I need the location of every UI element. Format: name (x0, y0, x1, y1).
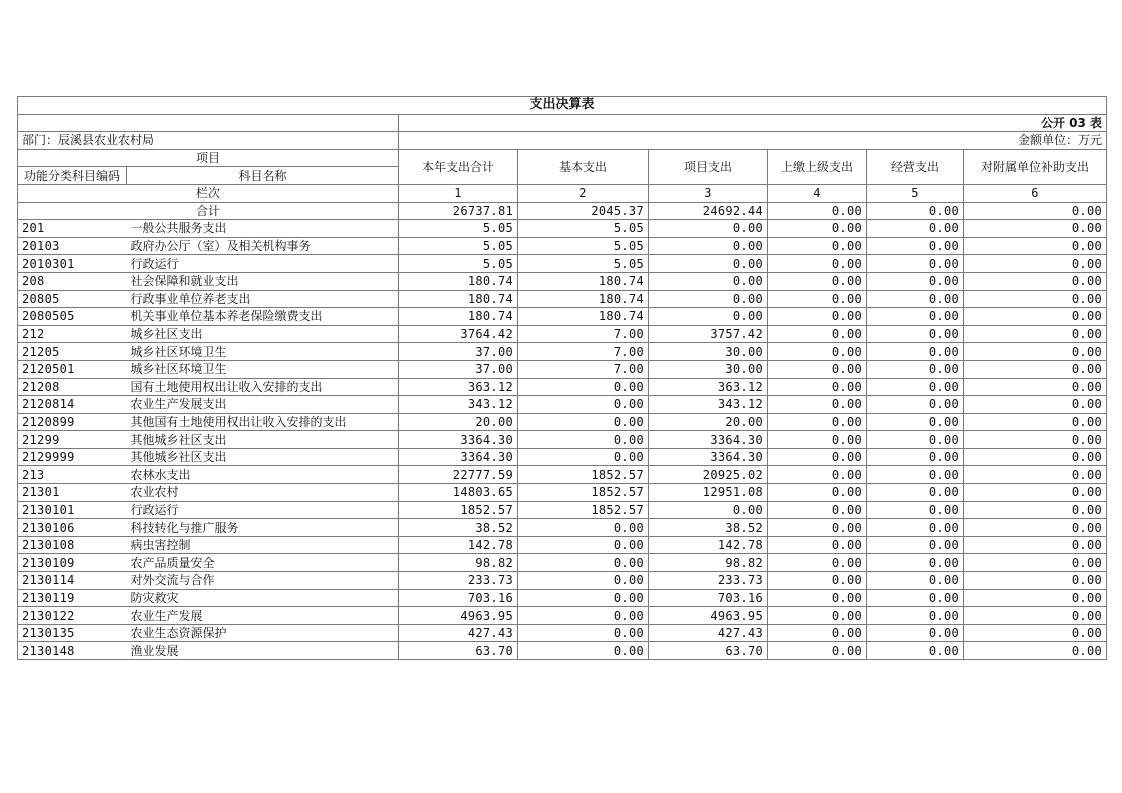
project-cell: 0.00 (649, 308, 768, 326)
subsidy-cell: 0.00 (964, 413, 1107, 431)
upper-cell: 0.00 (768, 237, 867, 255)
basic-cell: 0.00 (518, 448, 649, 466)
project-cell: 63.70 (649, 642, 768, 660)
total-upper: 0.00 (768, 202, 867, 220)
subsidy-cell: 0.00 (964, 519, 1107, 537)
subsidy-cell: 0.00 (964, 290, 1107, 308)
upper-cell: 0.00 (768, 255, 867, 273)
total-cell: 180.74 (399, 308, 518, 326)
code-cell: 208 (18, 272, 127, 290)
business-cell: 0.00 (867, 536, 964, 554)
code-cell: 213 (18, 466, 127, 484)
upper-cell: 0.00 (768, 343, 867, 361)
basic-cell: 0.00 (518, 378, 649, 396)
code-cell: 2080505 (18, 308, 127, 326)
subsidy-cell: 0.00 (964, 554, 1107, 572)
subsidy-cell: 0.00 (964, 501, 1107, 519)
code-cell: 2130108 (18, 536, 127, 554)
total-basic: 2045.37 (518, 202, 649, 220)
dept-row (18, 132, 1107, 150)
code-cell: 2130135 (18, 624, 127, 642)
total-cell: 37.00 (399, 360, 518, 378)
business-cell: 0.00 (867, 396, 964, 414)
code-cell: 20103 (18, 237, 127, 255)
total-subsidy: 0.00 (964, 202, 1107, 220)
name-cell: 农业生态资源保护 (127, 624, 399, 642)
basic-cell: 0.00 (518, 642, 649, 660)
business-cell: 0.00 (867, 501, 964, 519)
basic-cell: 5.05 (518, 220, 649, 238)
department-label: 部门：辰溪县农业农村局 (18, 132, 399, 150)
table-row (18, 554, 1107, 572)
name-cell: 行政运行 (127, 501, 399, 519)
business-cell: 0.00 (867, 255, 964, 273)
column-number-4: 4 (768, 184, 867, 202)
table-row (18, 396, 1107, 414)
name-cell: 城乡社区支出 (127, 325, 399, 343)
basic-cell: 0.00 (518, 413, 649, 431)
business-cell: 0.00 (867, 237, 964, 255)
unit-label: 金额单位：万元 (399, 132, 1107, 150)
business-cell: 0.00 (867, 642, 964, 660)
business-cell: 0.00 (867, 272, 964, 290)
subsidy-cell: 0.00 (964, 343, 1107, 361)
project-cell: 38.52 (649, 519, 768, 537)
upper-cell: 0.00 (768, 554, 867, 572)
name-cell: 农业生产发展支出 (127, 396, 399, 414)
basic-cell: 1852.57 (518, 501, 649, 519)
total-cell: 5.05 (399, 255, 518, 273)
basic-cell: 0.00 (518, 519, 649, 537)
name-cell: 农业生产发展 (127, 607, 399, 625)
business-cell: 0.00 (867, 589, 964, 607)
project-cell: 0.00 (649, 255, 768, 273)
total-cell: 3364.30 (399, 431, 518, 449)
table-row (18, 413, 1107, 431)
basic-cell: 0.00 (518, 624, 649, 642)
subsidy-cell: 0.00 (964, 220, 1107, 238)
subsidy-cell: 0.00 (964, 572, 1107, 590)
table-row (18, 308, 1107, 326)
code-cell: 2120501 (18, 360, 127, 378)
code-cell: 21208 (18, 378, 127, 396)
name-cell: 行政运行 (127, 255, 399, 273)
project-cell: 343.12 (649, 396, 768, 414)
basic-cell: 1852.57 (518, 484, 649, 502)
table-row (18, 607, 1107, 625)
name-cell: 城乡社区环境卫生 (127, 360, 399, 378)
subsidy-cell: 0.00 (964, 536, 1107, 554)
code-cell: 212 (18, 325, 127, 343)
code-cell: 201 (18, 220, 127, 238)
total-cell: 142.78 (399, 536, 518, 554)
column-number-1: 1 (399, 184, 518, 202)
column-number-6: 6 (964, 184, 1107, 202)
table-row (18, 448, 1107, 466)
basic-cell: 0.00 (518, 536, 649, 554)
business-cell: 0.00 (867, 572, 964, 590)
column-number-2: 2 (518, 184, 649, 202)
code-cell: 2130109 (18, 554, 127, 572)
basic-cell: 0.00 (518, 554, 649, 572)
column-number-5: 5 (867, 184, 964, 202)
subsidy-cell: 0.00 (964, 466, 1107, 484)
func-code-header: 功能分类科目编码 (18, 167, 127, 185)
table-row (18, 484, 1107, 502)
project-cell: 3757.42 (649, 325, 768, 343)
total-cell: 343.12 (399, 396, 518, 414)
upper-cell: 0.00 (768, 448, 867, 466)
basic-cell: 7.00 (518, 325, 649, 343)
upper-cell: 0.00 (768, 501, 867, 519)
total-project: 24692.44 (649, 202, 768, 220)
total-cell: 38.52 (399, 519, 518, 537)
business-cell: 0.00 (867, 220, 964, 238)
basic-cell: 7.00 (518, 360, 649, 378)
table-row (18, 237, 1107, 255)
total-cell: 1852.57 (399, 501, 518, 519)
table-row (18, 343, 1107, 361)
total-cell: 5.05 (399, 237, 518, 255)
basic-cell: 7.00 (518, 343, 649, 361)
business-header: 经营支出 (867, 149, 964, 184)
business-cell: 0.00 (867, 484, 964, 502)
form-number-row (18, 114, 1107, 132)
project-cell: 0.00 (649, 290, 768, 308)
code-cell: 2130119 (18, 589, 127, 607)
code-cell: 2010301 (18, 255, 127, 273)
project-cell: 30.00 (649, 343, 768, 361)
table-row (18, 255, 1107, 273)
code-cell: 2130106 (18, 519, 127, 537)
total-cell: 703.16 (399, 589, 518, 607)
table-row (18, 589, 1107, 607)
upper-cell: 0.00 (768, 642, 867, 660)
project-cell: 363.12 (649, 378, 768, 396)
total-cell: 4963.95 (399, 607, 518, 625)
project-cell: 3364.30 (649, 431, 768, 449)
subsidy-cell: 0.00 (964, 325, 1107, 343)
table-row (18, 360, 1107, 378)
project-cell: 4963.95 (649, 607, 768, 625)
name-cell: 其他城乡社区支出 (127, 448, 399, 466)
project-cell: 427.43 (649, 624, 768, 642)
project-cell: 0.00 (649, 220, 768, 238)
total-cell: 180.74 (399, 272, 518, 290)
subsidy-cell: 0.00 (964, 484, 1107, 502)
project-cell: 98.82 (649, 554, 768, 572)
table-row (18, 220, 1107, 238)
name-cell: 对外交流与合作 (127, 572, 399, 590)
total-business: 0.00 (867, 202, 964, 220)
total-cell: 22777.59 (399, 466, 518, 484)
basic-cell: 5.05 (518, 237, 649, 255)
code-cell: 21301 (18, 484, 127, 502)
business-cell: 0.00 (867, 360, 964, 378)
business-cell: 0.00 (867, 448, 964, 466)
name-cell: 机关事业单位基本养老保险缴费支出 (127, 308, 399, 326)
table-row (18, 501, 1107, 519)
upper-cell: 0.00 (768, 396, 867, 414)
project-cell: 3364.30 (649, 448, 768, 466)
name-cell: 政府办公厅（室）及相关机构事务 (127, 237, 399, 255)
table-title: 支出决算表 (18, 97, 1107, 115)
code-cell: 21205 (18, 343, 127, 361)
basic-header: 基本支出 (518, 149, 649, 184)
title-row (18, 97, 1107, 115)
table-row (18, 466, 1107, 484)
upper-cell: 0.00 (768, 607, 867, 625)
name-cell: 农业农村 (127, 484, 399, 502)
item-group-header: 项目 (18, 149, 399, 167)
project-cell: 142.78 (649, 536, 768, 554)
code-cell: 2130114 (18, 572, 127, 590)
business-cell: 0.00 (867, 378, 964, 396)
subsidy-cell: 0.00 (964, 607, 1107, 625)
subsidy-cell: 0.00 (964, 255, 1107, 273)
basic-cell: 180.74 (518, 290, 649, 308)
table-row (18, 572, 1107, 590)
total-cell: 363.12 (399, 378, 518, 396)
subsidy-cell: 0.00 (964, 308, 1107, 326)
business-cell: 0.00 (867, 431, 964, 449)
business-cell: 0.00 (867, 607, 964, 625)
name-cell: 渔业发展 (127, 642, 399, 660)
name-cell: 行政事业单位养老支出 (127, 290, 399, 308)
name-cell: 城乡社区环境卫生 (127, 343, 399, 361)
total-cell: 3764.42 (399, 325, 518, 343)
subject-name-header: 科目名称 (127, 167, 399, 185)
basic-cell: 1852.57 (518, 466, 649, 484)
upper-cell: 0.00 (768, 378, 867, 396)
upper-cell: 0.00 (768, 220, 867, 238)
column-number-label: 栏次 (18, 184, 399, 202)
total-cell: 427.43 (399, 624, 518, 642)
code-cell: 20805 (18, 290, 127, 308)
table-row (18, 325, 1107, 343)
basic-cell: 0.00 (518, 572, 649, 590)
basic-cell: 0.00 (518, 607, 649, 625)
upper-cell: 0.00 (768, 360, 867, 378)
name-cell: 社会保障和就业支出 (127, 272, 399, 290)
name-cell: 防灾救灾 (127, 589, 399, 607)
total-cell: 63.70 (399, 642, 518, 660)
business-cell: 0.00 (867, 624, 964, 642)
total-cell: 14803.65 (399, 484, 518, 502)
column-number-row (18, 184, 1107, 202)
business-cell: 0.00 (867, 290, 964, 308)
upper-cell: 0.00 (768, 572, 867, 590)
upper-cell: 0.00 (768, 536, 867, 554)
project-cell: 20925.02 (649, 466, 768, 484)
table-row (18, 290, 1107, 308)
subsidy-cell: 0.00 (964, 396, 1107, 414)
total-cell: 37.00 (399, 343, 518, 361)
upper-cell: 0.00 (768, 431, 867, 449)
project-cell: 233.73 (649, 572, 768, 590)
name-cell: 其他国有土地使用权出让收入安排的支出 (127, 413, 399, 431)
name-cell: 科技转化与推广服务 (127, 519, 399, 537)
subsidy-header: 对附属单位补助支出 (964, 149, 1107, 184)
subsidy-cell: 0.00 (964, 378, 1107, 396)
blank-cell (18, 114, 399, 132)
basic-cell: 180.74 (518, 272, 649, 290)
upper-cell: 0.00 (768, 466, 867, 484)
project-header: 项目支出 (649, 149, 768, 184)
basic-cell: 180.74 (518, 308, 649, 326)
form-number: 公开 03 表 (399, 114, 1107, 132)
upper-cell: 0.00 (768, 624, 867, 642)
project-cell: 0.00 (649, 237, 768, 255)
name-cell: 其他城乡社区支出 (127, 431, 399, 449)
subsidy-cell: 0.00 (964, 431, 1107, 449)
total-header: 本年支出合计 (399, 149, 518, 184)
project-cell: 0.00 (649, 501, 768, 519)
business-cell: 0.00 (867, 325, 964, 343)
table-row (18, 431, 1107, 449)
upper-cell: 0.00 (768, 484, 867, 502)
basic-cell: 0.00 (518, 431, 649, 449)
basic-cell: 0.00 (518, 589, 649, 607)
project-cell: 20.00 (649, 413, 768, 431)
upper-cell: 0.00 (768, 325, 867, 343)
project-cell: 12951.08 (649, 484, 768, 502)
table-row (18, 624, 1107, 642)
total-cell: 233.73 (399, 572, 518, 590)
name-cell: 农产品质量安全 (127, 554, 399, 572)
total-label: 合计 (18, 202, 399, 220)
business-cell: 0.00 (867, 343, 964, 361)
project-cell: 30.00 (649, 360, 768, 378)
code-cell: 2130148 (18, 642, 127, 660)
business-cell: 0.00 (867, 466, 964, 484)
upper-header: 上缴上级支出 (768, 149, 867, 184)
subsidy-cell: 0.00 (964, 624, 1107, 642)
subsidy-cell: 0.00 (964, 237, 1107, 255)
subsidy-cell: 0.00 (964, 272, 1107, 290)
subsidy-cell: 0.00 (964, 448, 1107, 466)
upper-cell: 0.00 (768, 413, 867, 431)
total-cell: 98.82 (399, 554, 518, 572)
upper-cell: 0.00 (768, 290, 867, 308)
table-row (18, 519, 1107, 537)
name-cell: 国有土地使用权出让收入安排的支出 (127, 378, 399, 396)
upper-cell: 0.00 (768, 589, 867, 607)
column-number-3: 3 (649, 184, 768, 202)
name-cell: 一般公共服务支出 (127, 220, 399, 238)
table-row (18, 536, 1107, 554)
code-cell: 21299 (18, 431, 127, 449)
total-row (18, 202, 1107, 220)
business-cell: 0.00 (867, 308, 964, 326)
project-cell: 0.00 (649, 272, 768, 290)
basic-cell: 0.00 (518, 396, 649, 414)
total-total: 26737.81 (399, 202, 518, 220)
table-row (18, 378, 1107, 396)
table-row (18, 642, 1107, 660)
code-cell: 2120899 (18, 413, 127, 431)
business-cell: 0.00 (867, 413, 964, 431)
total-cell: 180.74 (399, 290, 518, 308)
header-row-top (18, 149, 1107, 167)
code-cell: 2130122 (18, 607, 127, 625)
subsidy-cell: 0.00 (964, 589, 1107, 607)
subsidy-cell: 0.00 (964, 642, 1107, 660)
table-row (18, 272, 1107, 290)
total-cell: 20.00 (399, 413, 518, 431)
business-cell: 0.00 (867, 519, 964, 537)
total-cell: 5.05 (399, 220, 518, 238)
code-cell: 2129999 (18, 448, 127, 466)
upper-cell: 0.00 (768, 519, 867, 537)
subsidy-cell: 0.00 (964, 360, 1107, 378)
code-cell: 2120814 (18, 396, 127, 414)
basic-cell: 5.05 (518, 255, 649, 273)
business-cell: 0.00 (867, 554, 964, 572)
name-cell: 病虫害控制 (127, 536, 399, 554)
code-cell: 2130101 (18, 501, 127, 519)
project-cell: 703.16 (649, 589, 768, 607)
expenditure-table (17, 96, 1107, 660)
upper-cell: 0.00 (768, 308, 867, 326)
upper-cell: 0.00 (768, 272, 867, 290)
name-cell: 农林水支出 (127, 466, 399, 484)
total-cell: 3364.30 (399, 448, 518, 466)
